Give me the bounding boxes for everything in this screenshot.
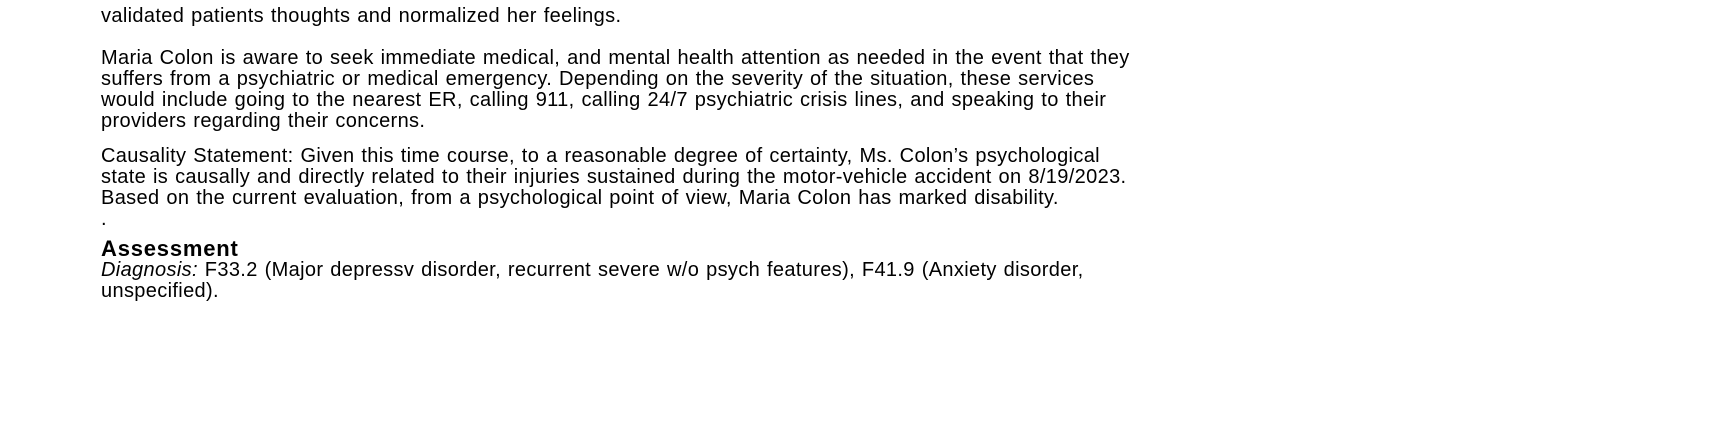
stray-mark: . [101, 208, 107, 230]
causality-line-3: Based on the current evaluation, from a psychological point of view, Maria Colon has marked disability. [101, 187, 1059, 209]
emergency-line-2: suffers from a psychiatric or medical emergency. Depending on the severity of the situation, these services [101, 68, 1095, 90]
diagnosis-label: Diagnosis: [101, 259, 198, 281]
emergency-line-4: providers regarding their concerns. [101, 110, 426, 132]
emergency-line-3: would include going to the nearest ER, calling 911, calling 24/7 psychiatric crisis lines, and speaking to their [101, 89, 1107, 111]
assessment-heading: Assessment [101, 236, 239, 261]
diagnosis-block [101, 260, 1661, 302]
diagnosis-text-1: F33.2 (Major depressv disorder, recurrent severe w/o psych features), F41.9 (Anxiety disorder, [197, 259, 1084, 281]
emergency-paragraph [101, 48, 1661, 132]
document-content [101, 0, 1661, 302]
emergency-line-1: Maria Colon is aware to seek immediate medical, and mental health attention as needed in the event that they [101, 47, 1130, 69]
intro-paragraph [101, 0, 1661, 27]
intro-line: validated patients thoughts and normalized her feelings. [101, 5, 622, 27]
causality-line-2: state is causally and directly related to their injuries sustained during the motor-vehicle accident on 8/19/2023. [101, 166, 1127, 188]
causality-paragraph [101, 146, 1661, 209]
diagnosis-line-1 [101, 260, 1661, 281]
causality-line-1: Causality Statement: Given this time course, to a reasonable degree of certainty, Ms. Colon’s psychological [101, 145, 1100, 167]
diagnosis-line-2: unspecified). [101, 280, 219, 302]
